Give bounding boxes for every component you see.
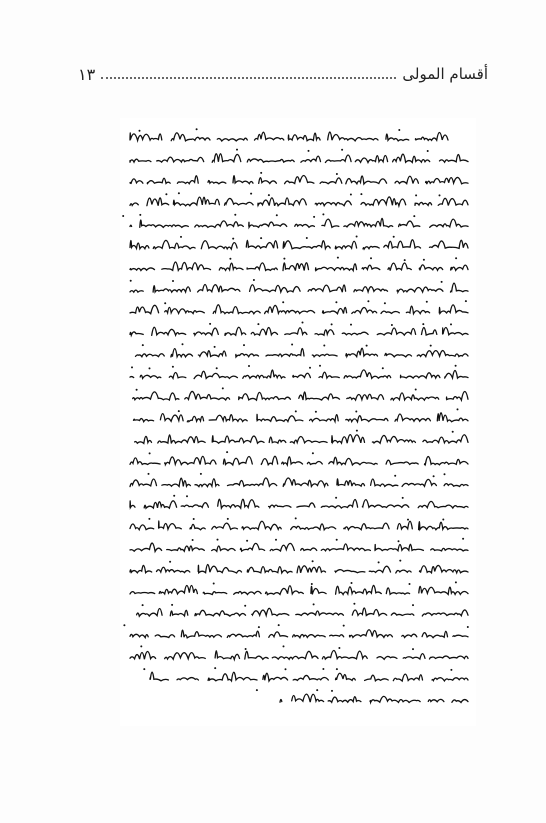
letter-dot xyxy=(258,626,260,628)
letter-dot xyxy=(366,345,368,347)
letter-dot xyxy=(250,193,252,195)
letter-dot xyxy=(313,603,315,605)
handwritten-line xyxy=(120,192,468,206)
letter-dot xyxy=(337,257,339,259)
letter-dot xyxy=(315,411,317,413)
handwritten-line xyxy=(136,343,469,357)
letter-dot xyxy=(323,345,325,347)
handwriting-stroke xyxy=(137,608,468,616)
letter-dot xyxy=(283,645,285,647)
letter-dot xyxy=(169,561,171,563)
handwritten-line xyxy=(137,603,468,616)
letter-dot xyxy=(306,237,308,239)
handwriting-stroke xyxy=(130,175,468,184)
letter-dot xyxy=(412,604,414,606)
letter-dot xyxy=(172,280,174,282)
letter-dot xyxy=(455,365,457,367)
letter-dot xyxy=(178,410,180,412)
letter-dot xyxy=(335,497,337,499)
letter-dot xyxy=(275,539,277,541)
letter-dot xyxy=(257,323,259,325)
letter-dot xyxy=(245,648,247,650)
letter-dot xyxy=(182,343,184,345)
letter-dot xyxy=(331,323,333,325)
letter-dot xyxy=(140,645,142,647)
running-header xyxy=(78,62,488,86)
letter-dot xyxy=(350,194,352,196)
letter-dot xyxy=(393,236,395,238)
handwriting-stroke xyxy=(130,630,468,638)
handwriting-stroke xyxy=(130,521,468,530)
letter-dot xyxy=(260,237,262,239)
letter-dot xyxy=(399,560,401,562)
handwriting-stroke xyxy=(133,391,468,400)
handwriting-stroke xyxy=(134,413,469,422)
handwritten-line xyxy=(256,689,468,702)
letter-dot xyxy=(295,410,297,412)
letter-dot xyxy=(214,667,216,669)
letter-dot xyxy=(291,344,293,346)
handwriting-stroke xyxy=(130,283,468,292)
letter-dot xyxy=(130,280,132,282)
letter-dot xyxy=(336,173,338,175)
handwritten-line xyxy=(130,645,468,659)
letter-dot xyxy=(394,475,396,477)
handwriting-stroke xyxy=(130,132,448,141)
letter-dot xyxy=(356,430,358,432)
handwritten-line xyxy=(130,517,468,529)
letter-dot xyxy=(370,257,372,259)
letter-dot xyxy=(338,647,340,649)
letter-dot xyxy=(331,690,333,692)
handwritten-line xyxy=(130,128,448,141)
handwritten-line xyxy=(130,451,468,465)
letter-dot xyxy=(216,367,218,369)
letter-dot xyxy=(341,149,343,151)
letter-dot xyxy=(148,473,150,475)
letter-dot xyxy=(430,345,432,347)
letter-dot xyxy=(450,323,452,325)
letter-dot xyxy=(268,194,270,196)
letter-dot xyxy=(398,129,400,131)
letter-dot xyxy=(415,389,417,391)
letter-dot xyxy=(319,365,321,367)
letter-dot xyxy=(260,172,262,174)
letter-dot xyxy=(413,215,415,217)
handwriting-stroke xyxy=(136,348,469,357)
handwritten-line xyxy=(130,149,468,163)
letter-dot xyxy=(335,301,337,303)
letter-dot xyxy=(312,560,314,562)
letter-dot xyxy=(229,258,231,260)
letter-dot xyxy=(444,473,446,475)
letter-dot xyxy=(439,194,441,196)
handwriting-stroke xyxy=(130,499,468,508)
letter-dot xyxy=(402,497,404,499)
letter-dot xyxy=(236,149,238,151)
page-number: ١٣ xyxy=(78,64,96,84)
letter-dot xyxy=(336,539,338,541)
handwritten-line xyxy=(134,408,469,421)
letter-dot xyxy=(178,192,180,194)
letter-dot xyxy=(283,258,285,260)
handwriting-stroke xyxy=(130,327,468,335)
letter-dot xyxy=(136,389,138,391)
letter-dot xyxy=(455,257,457,259)
letter-dot xyxy=(433,475,435,477)
letter-dot xyxy=(165,193,167,195)
letter-dot xyxy=(462,538,464,540)
letter-dot xyxy=(173,495,175,497)
letter-dot xyxy=(465,300,467,302)
handwritten-line xyxy=(130,300,468,314)
handwriting-stroke xyxy=(130,154,468,163)
letter-dot xyxy=(450,669,452,671)
letter-dot xyxy=(200,473,202,475)
letter-dot xyxy=(232,238,234,240)
letter-dot xyxy=(214,346,216,348)
handwritten-line xyxy=(130,236,468,250)
handwritten-line xyxy=(130,365,468,379)
letter-dot xyxy=(355,411,357,413)
letter-dot xyxy=(426,301,428,303)
letter-dot xyxy=(382,367,384,369)
letter-dot xyxy=(149,367,151,369)
handwriting-stroke xyxy=(130,650,468,659)
handwritten-line xyxy=(120,257,468,271)
handwritten-line xyxy=(130,560,468,573)
handwritten-line xyxy=(133,387,468,400)
handwritten-line xyxy=(123,624,468,638)
letter-dot xyxy=(234,214,236,216)
letter-dot xyxy=(244,605,246,607)
letter-dot xyxy=(295,517,297,519)
handwritten-line xyxy=(120,172,468,184)
letter-dot xyxy=(222,387,224,389)
handwritten-line xyxy=(120,495,468,509)
letter-dot xyxy=(196,128,198,130)
handwriting-stroke xyxy=(130,585,468,594)
letter-dot xyxy=(407,519,409,521)
handwritten-line xyxy=(135,430,468,444)
letter-dot xyxy=(131,366,133,368)
letter-dot xyxy=(415,194,417,196)
letter-dot xyxy=(142,344,144,346)
letter-dot xyxy=(312,452,314,454)
letter-dot xyxy=(186,495,188,497)
letter-dot xyxy=(122,215,124,217)
handwriting-stroke xyxy=(130,565,468,573)
handwriting-stroke xyxy=(130,370,468,379)
letter-dot xyxy=(246,540,248,542)
letter-dot xyxy=(350,324,352,326)
letter-dot xyxy=(243,344,245,346)
letter-dot xyxy=(353,603,355,605)
letter-dot xyxy=(316,689,318,691)
letter-dot xyxy=(139,130,141,132)
dot-leader xyxy=(101,77,396,79)
handwritten-line xyxy=(143,667,468,681)
letter-dot xyxy=(302,322,304,324)
handwriting-stroke xyxy=(135,435,468,444)
letter-dot xyxy=(213,583,215,585)
handwriting-stroke xyxy=(130,197,468,206)
letter-dot xyxy=(282,301,284,303)
letter-dot xyxy=(356,236,358,238)
letter-dot xyxy=(343,625,345,627)
handwritten-line xyxy=(130,581,468,594)
manuscript-image xyxy=(120,118,476,726)
handwritten-line xyxy=(122,213,468,227)
letter-dot xyxy=(180,236,182,238)
handwriting-stroke xyxy=(130,543,468,551)
manuscript-handwriting xyxy=(120,118,476,726)
letter-dot xyxy=(248,365,250,367)
letter-dot xyxy=(412,648,414,650)
letter-dot xyxy=(427,150,429,152)
letter-dot xyxy=(227,518,229,520)
running-title: أقسام المولى xyxy=(402,65,488,83)
letter-dot xyxy=(423,259,425,261)
letter-dot xyxy=(398,540,400,542)
letter-dot xyxy=(409,583,411,585)
letter-dot xyxy=(322,213,324,215)
letter-dot xyxy=(336,668,338,670)
letter-dot xyxy=(311,583,313,585)
letter-dot xyxy=(404,259,406,261)
letter-dot xyxy=(308,150,310,152)
handwritten-line xyxy=(130,322,468,336)
letter-dot xyxy=(455,581,457,583)
letter-dot xyxy=(143,668,145,670)
handwriting-stroke xyxy=(150,672,468,681)
letter-dot xyxy=(322,668,324,670)
letter-dot xyxy=(442,519,444,521)
letter-dot xyxy=(226,451,228,453)
letter-dot xyxy=(467,626,469,628)
letter-dot xyxy=(309,367,311,369)
handwritten-line xyxy=(130,473,468,487)
letter-dot xyxy=(278,624,280,626)
letter-dot xyxy=(422,323,424,325)
letter-dot xyxy=(452,431,454,433)
letter-dot xyxy=(217,539,219,541)
letter-dot xyxy=(253,279,255,281)
letter-dot xyxy=(139,214,141,216)
letter-dot xyxy=(171,604,173,606)
letter-dot xyxy=(378,561,380,563)
handwritten-line xyxy=(120,538,468,552)
letter-dot xyxy=(441,281,443,283)
letter-dot xyxy=(360,193,362,195)
letter-dot xyxy=(149,452,151,454)
handwriting-stroke xyxy=(130,262,468,271)
letter-dot xyxy=(391,324,393,326)
letter-dot xyxy=(351,582,353,584)
handwritten-line xyxy=(130,279,468,292)
letter-dot xyxy=(384,302,386,304)
handwriting-stroke xyxy=(130,456,468,465)
letter-dot xyxy=(313,216,315,218)
letter-dot xyxy=(193,518,195,520)
letter-dot xyxy=(192,539,194,541)
letter-dot xyxy=(172,366,174,368)
letter-dot xyxy=(276,214,278,216)
letter-dot xyxy=(367,300,369,302)
letter-dot xyxy=(164,302,166,304)
handwriting-stroke xyxy=(130,305,468,314)
letter-dot xyxy=(209,323,211,325)
letter-dot xyxy=(148,518,150,520)
letter-dot xyxy=(123,624,125,626)
letter-dot xyxy=(256,689,258,691)
handwriting-stroke xyxy=(280,694,468,702)
letter-dot xyxy=(457,408,459,410)
handwriting-stroke xyxy=(130,240,468,249)
handwriting-stroke xyxy=(130,218,468,227)
letter-dot xyxy=(285,668,287,670)
handwriting-stroke xyxy=(130,478,468,487)
letter-dot xyxy=(142,604,144,606)
